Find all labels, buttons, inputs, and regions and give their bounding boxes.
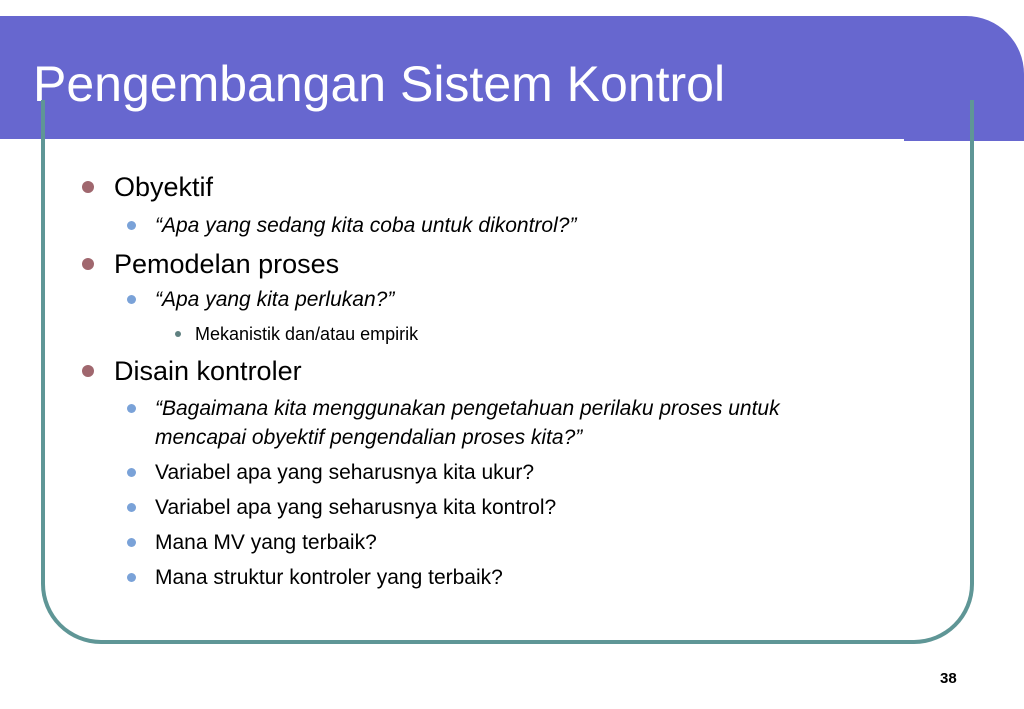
sub-bullet-dot-icon <box>127 503 136 512</box>
sub-sub-bullet-dot-icon <box>175 331 181 337</box>
bullet-dot-icon <box>82 365 94 377</box>
sub-bullet-dot-icon <box>127 295 136 304</box>
page-number: 38 <box>940 670 957 687</box>
bullet-dot-icon <box>82 181 94 193</box>
bullet-disain-label: Disain kontroler <box>114 356 302 386</box>
sub-bullet-dot-icon <box>127 221 136 230</box>
bullet-obyektif-label: Obyektif <box>114 172 214 202</box>
bullet-dot-icon <box>82 258 94 270</box>
sub-bullet-dot-icon <box>127 404 136 413</box>
slide-title: Pengembangan Sistem Kontrol <box>33 56 726 112</box>
sub-bullet-dot-icon <box>127 573 136 582</box>
sub-bullet-dot-icon <box>127 468 136 477</box>
bullet-pemodelan-label: Pemodelan proses <box>114 249 340 279</box>
sub-bullet-dot-icon <box>127 538 136 547</box>
